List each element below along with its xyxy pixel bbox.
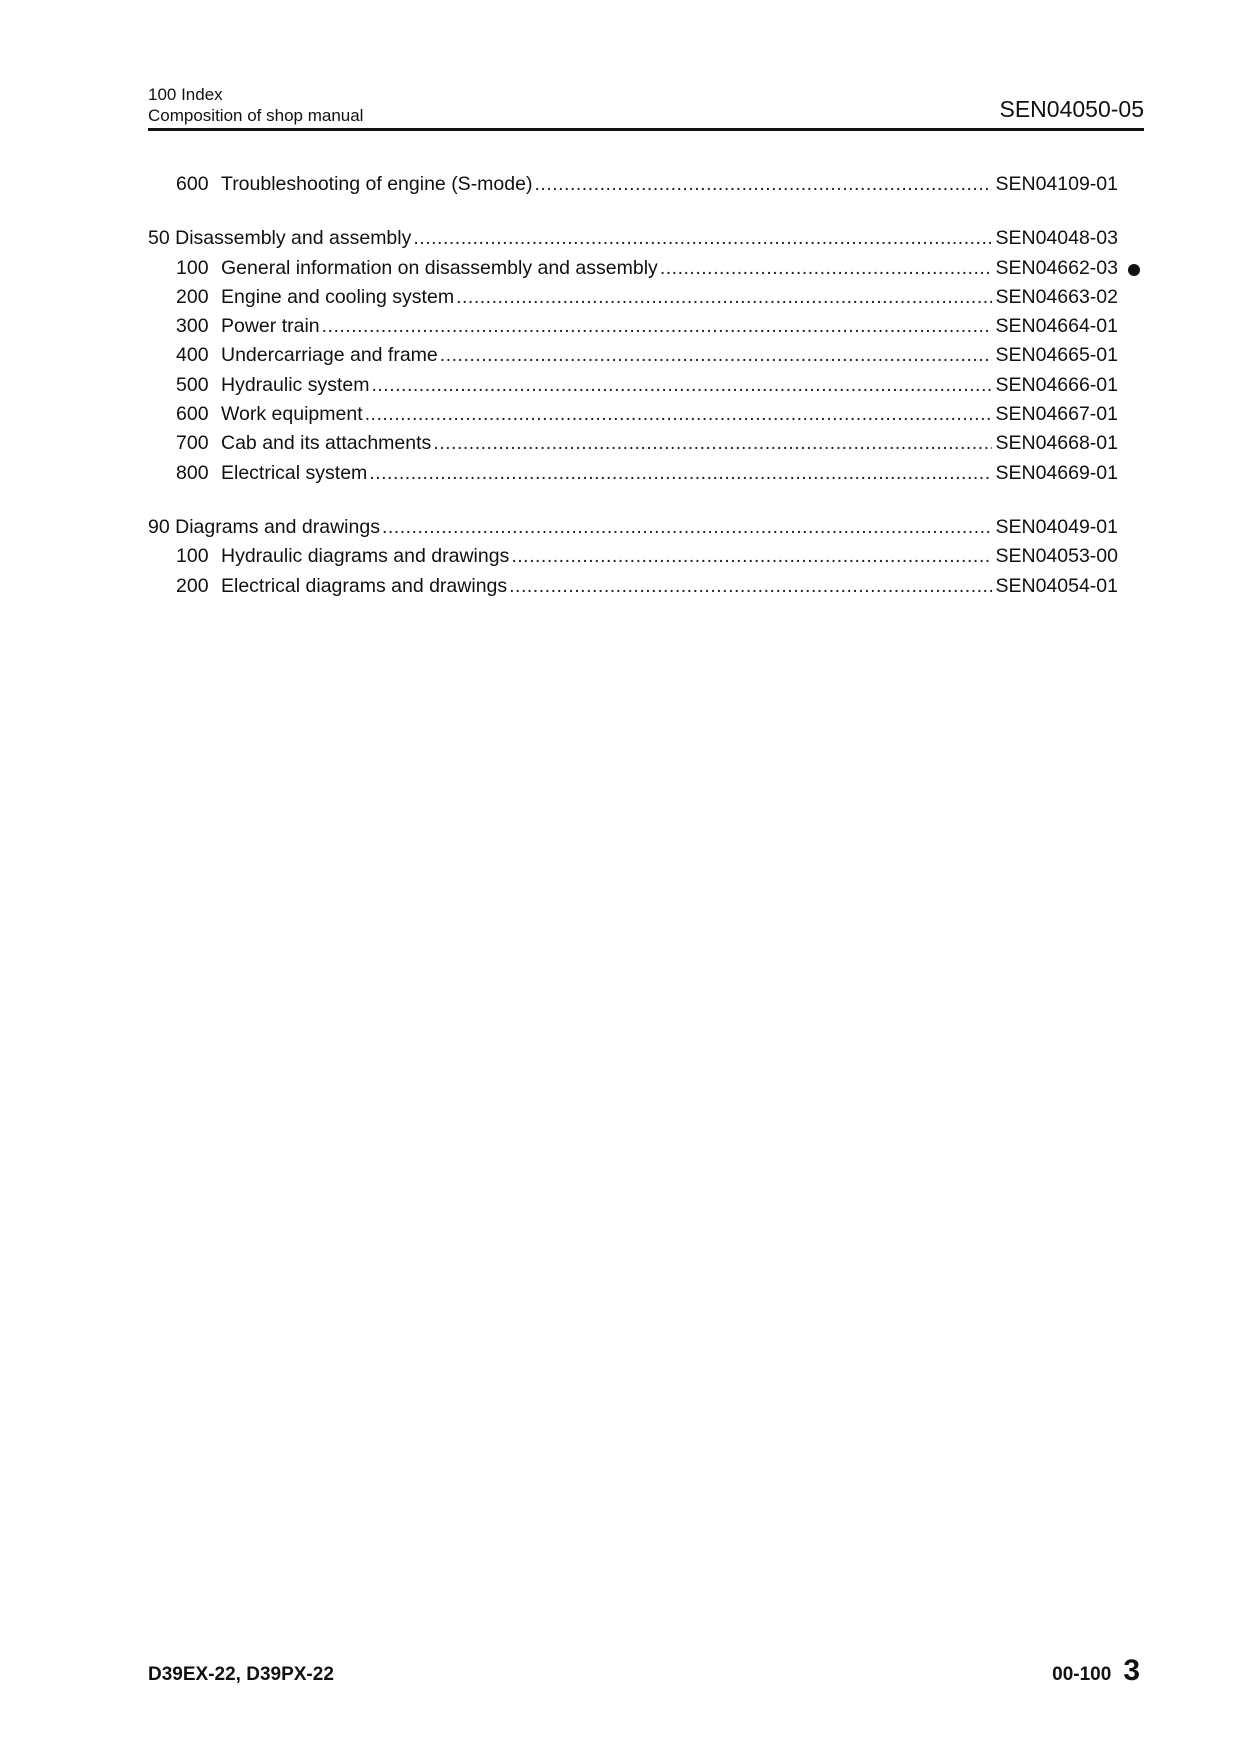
toc-entry-code: SEN04053-00: [995, 545, 1118, 568]
toc-entry-number: 700: [176, 432, 209, 455]
toc-heading: [148, 224, 1118, 253]
dot-leader: [433, 429, 992, 458]
header-section: [148, 84, 363, 126]
toc-heading-code: SEN04048-03: [995, 227, 1118, 250]
header-doc-id: SEN04050-05: [999, 96, 1144, 122]
toc-entry-title: Engine and cooling system: [221, 285, 455, 308]
toc-entry-title: Hydraulic diagrams and drawings: [221, 545, 510, 568]
toc-entry-code: SEN04669-01: [995, 461, 1118, 484]
header-rule: [148, 128, 1144, 131]
toc-entry-number: 600: [176, 173, 209, 195]
dot-leader: [509, 572, 992, 601]
toc-entry: [148, 400, 1118, 429]
toc-entry-number: 800: [176, 461, 209, 484]
toc-entry-number: 300: [176, 315, 209, 338]
toc-entry: [148, 572, 1118, 601]
toc-entry-code: SEN04662-03: [995, 256, 1118, 279]
toc-entry-title: Electrical diagrams and drawings: [221, 574, 508, 597]
toc-entry-title: Work equipment: [221, 403, 363, 426]
toc-entry-code: SEN04668-01: [995, 432, 1118, 455]
toc-heading: [148, 513, 1118, 542]
footer-page-ref: [1052, 1654, 1140, 1688]
toc-entry-code: SEN04667-01: [995, 403, 1118, 426]
dot-leader: [413, 224, 992, 253]
toc-entry: [148, 542, 1118, 571]
toc-entry-title: Power train: [221, 315, 320, 338]
toc-entry-title: Undercarriage and frame: [221, 344, 438, 367]
footer-doc-code: 00-100: [1052, 1664, 1112, 1685]
toc-entry: [148, 371, 1118, 400]
toc-entry-code: SEN04054-01: [995, 574, 1118, 597]
revision-bullet-icon: [1128, 264, 1140, 276]
toc-entry-title: Electrical system: [221, 461, 368, 484]
toc-entry-title: Troubleshooting of engine (S-mode): [221, 173, 533, 195]
dot-leader: [440, 341, 992, 370]
toc-entry-number: 200: [176, 574, 209, 597]
header-section-title: Composition of shop manual: [148, 106, 364, 125]
toc-entry-number: 400: [176, 344, 209, 367]
toc-entry-number: 200: [176, 285, 209, 308]
footer-model: D39EX-22, D39PX-22: [148, 1664, 334, 1685]
toc-entry-number: 600: [176, 403, 209, 426]
table-of-contents: [148, 170, 1118, 626]
dot-leader: [371, 371, 992, 400]
dot-leader: [456, 283, 992, 312]
toc-entry-code: SEN04663-02: [995, 285, 1118, 308]
toc-heading-code: SEN04049-01: [995, 515, 1118, 538]
toc-section: [148, 513, 1118, 601]
toc-entry-number: 500: [176, 373, 209, 396]
toc-entry: [148, 170, 1118, 199]
dot-leader: [369, 459, 992, 488]
toc-entry-number: 100: [176, 545, 209, 568]
page-number: 3: [1123, 1654, 1140, 1687]
toc-entry-number: 100: [176, 256, 209, 279]
toc-entry-code: SEN04666-01: [995, 373, 1118, 396]
toc-section: [148, 224, 1118, 488]
toc-entry: [148, 312, 1118, 341]
dot-leader: [365, 400, 992, 429]
header-section-number: 100 Index: [148, 85, 223, 104]
toc-section: [148, 170, 1118, 199]
toc-heading-title: 50 Disassembly and assembly: [148, 227, 412, 250]
dot-leader: [322, 312, 992, 341]
dot-leader: [382, 513, 992, 542]
toc-entry-code: SEN04664-01: [995, 315, 1118, 338]
toc-entry: [148, 341, 1118, 370]
dot-leader: [534, 170, 992, 199]
toc-entry-title: Cab and its attachments: [221, 432, 432, 455]
toc-entry-code: SEN04665-01: [995, 344, 1118, 367]
toc-entry: [148, 459, 1118, 488]
toc-entry: [148, 283, 1118, 312]
toc-entry-title: Hydraulic system: [221, 373, 370, 396]
dot-leader: [511, 542, 992, 571]
toc-entry-code: SEN04109-01: [995, 173, 1118, 195]
toc-entry-title: General information on disassembly and assembly: [221, 256, 658, 279]
toc-entry: [148, 254, 1118, 283]
toc-entry: [148, 429, 1118, 458]
dot-leader: [660, 254, 992, 283]
toc-heading-title: 90 Diagrams and drawings: [148, 515, 380, 538]
